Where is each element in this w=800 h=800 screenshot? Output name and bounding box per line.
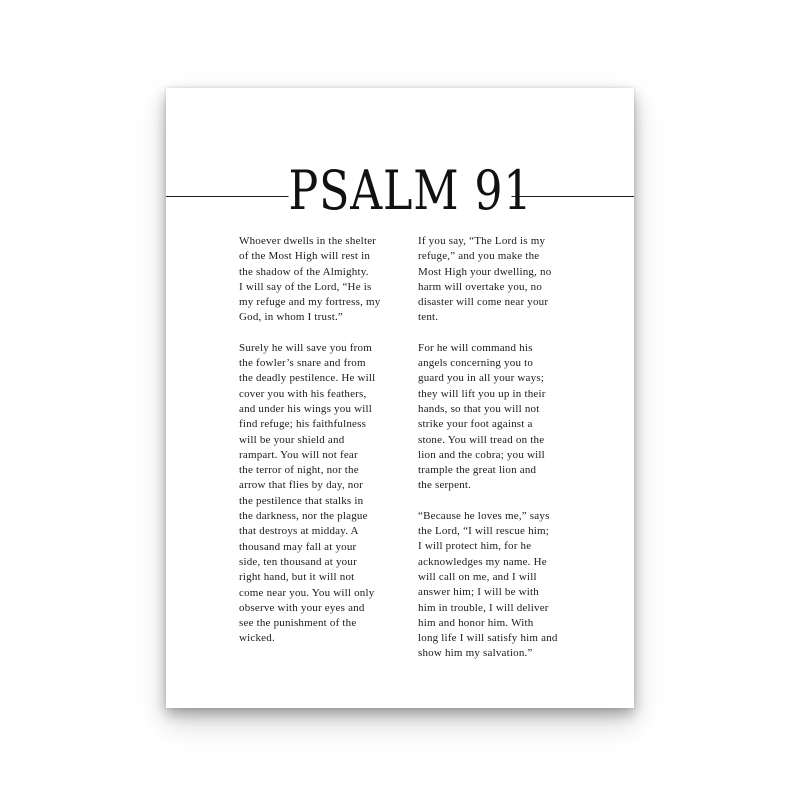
verse-paragraph: If you say, “The Lord is my refuge,” and you make the Most High your dwelling, no harm will overtake you, no disaster will come near your tent. [418,235,552,324]
left-column [239,234,409,662]
verse-paragraph: Whoever dwells in the shelter of the Most High will rest in the shadow of the Almighty. I will say of the Lord, “He is my refuge and my fortress, my God, in whom I trust.” [239,235,381,324]
right-column [418,234,588,677]
verse-paragraph: Surely he will save you from the fowler’s snare and from the deadly pestilence. He will cover you with his feathers, and under his wings you will find refuge; his faithfulness will be your shield and rampart. You will not fear the terror of night, nor the arrow that flies by day, nor the pestilence that stalks in the darkness, nor the plague that destroys at midday. A thousand may fall at your side, ten thousand at your right hand, but it will not come near you. You will only observe with your eyes and see the punishment of the wicked. [239,341,376,645]
verse-paragraph: “Because he loves me,” says the Lord, “I will rescue him; I will protect him, for he acknowledges my name. He will call on me, and I will answer him; I will be with him in trouble, I will deliver him and honor him. With long life I will satisfy him and show him my salvation.” [418,509,558,660]
psalm-poster [166,88,634,708]
verse-paragraph: For he will command his angels concerning you to guard you in all your ways; they will lift you up in their hands, so that you will not strike your foot against a stone. You will tread on the lion and the cobra; you will trample the great lion and the serpent. [418,341,546,492]
poster-title: PSALM 91 [288,159,533,222]
